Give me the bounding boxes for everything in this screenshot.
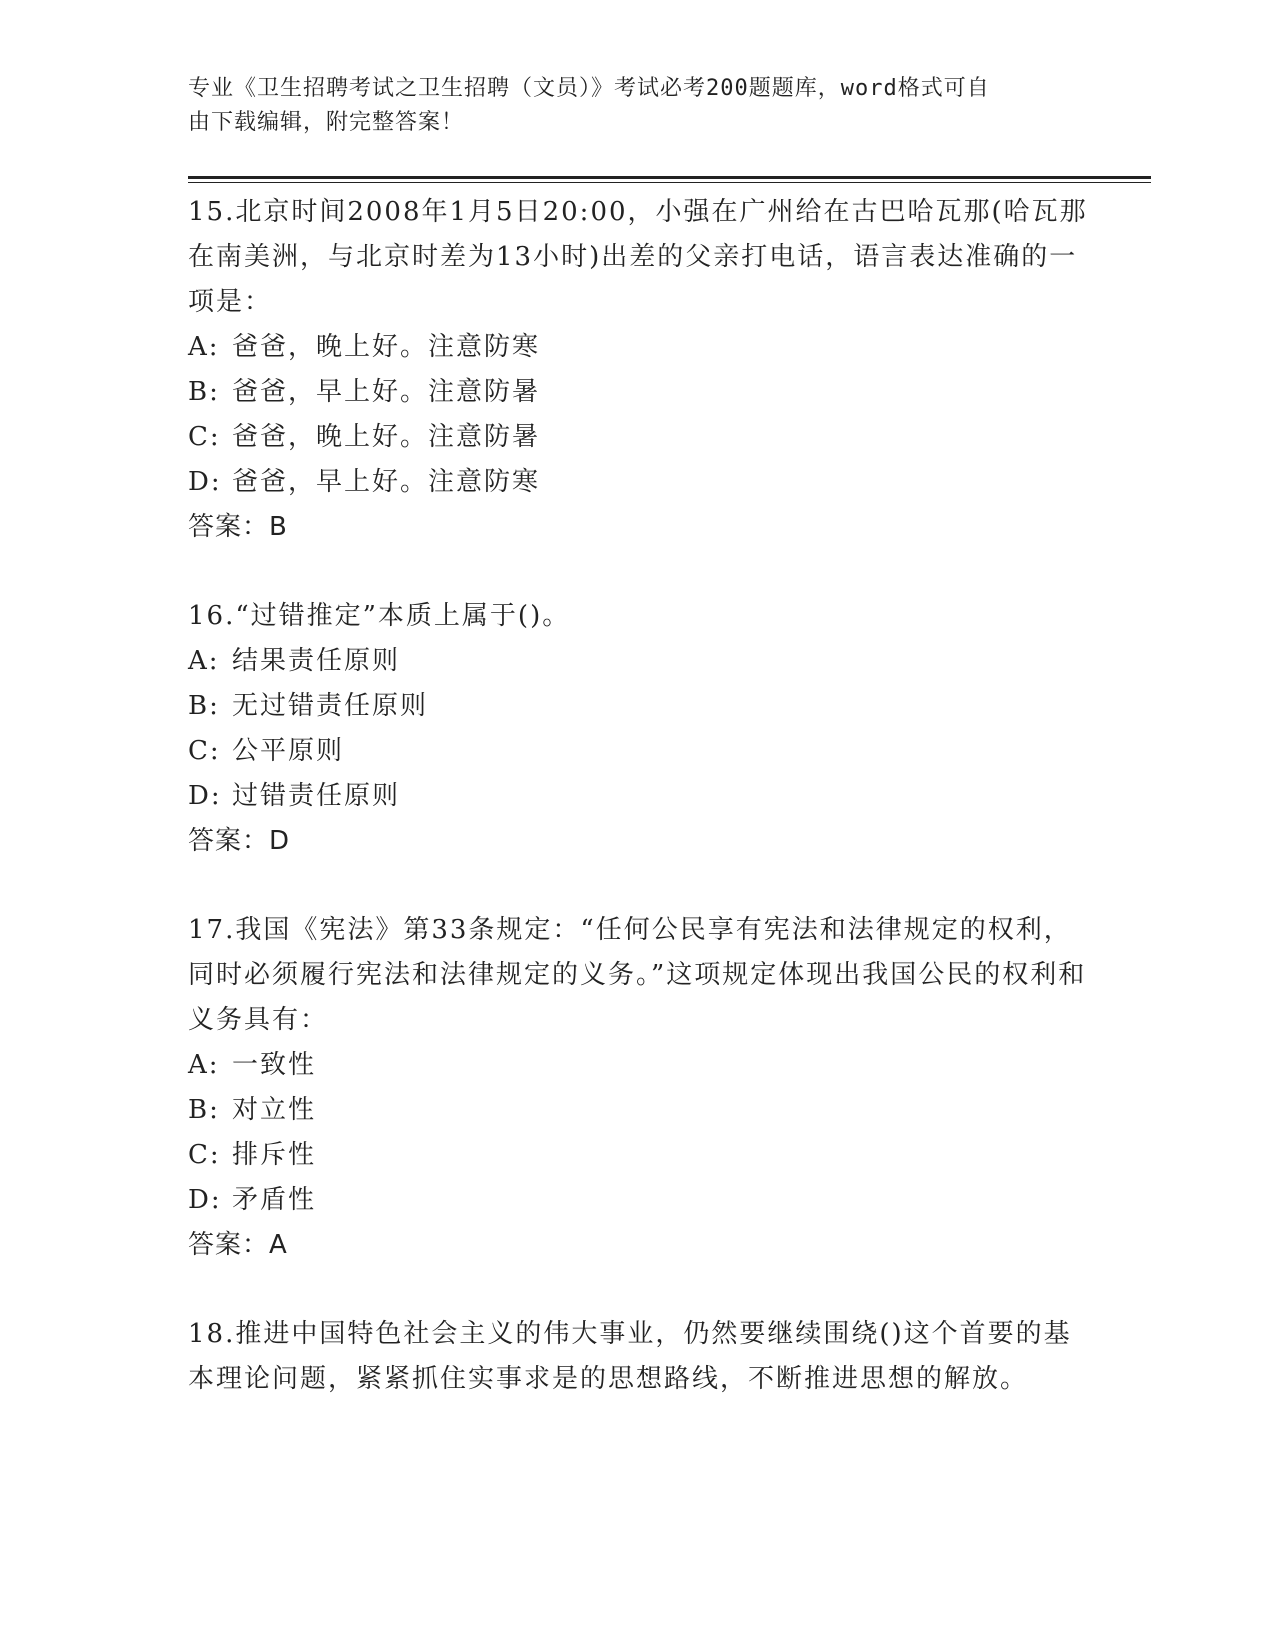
question-17 [188,908,1088,1268]
option-text: 公平原则 [232,736,345,766]
option-text: 爸爸，早上好。注意防暑 [232,377,541,407]
option-letter: C: [188,736,221,766]
option-c [188,1133,1088,1178]
option-text: 爸爸，晚上好。注意防寒 [232,332,541,362]
option-letter: B: [188,1095,220,1125]
question-text: 18.推进中国特色社会主义的伟大事业，仍然要继续围绕()这个首要的基本理论问题，紧紧抓住实事求是的思想路线，不断推进思想的解放。 [188,1319,1072,1394]
question-text: 15.北京时间2008年1月5日20:00，小强在广州给在古巴哈瓦那(哈瓦那在南美洲，与北京时差为13小时)出差的父亲打电话，语言表达准确的一项是： [188,197,1088,317]
question-16 [188,594,1088,864]
option-text: 过错责任原则 [232,781,401,811]
option-d [188,460,1088,505]
option-letter: D: [188,1185,222,1215]
option-a [188,639,1088,684]
option-text: 爸爸，晚上好。注意防暑 [232,422,541,452]
header-line-1: 专业《卫生招聘考试之卫生招聘（文员）》考试必考200题题库，word格式可自 [188,76,990,101]
option-text: 一致性 [232,1050,317,1080]
option-b [188,684,1088,729]
answer-line: 答案：A [188,1230,288,1260]
header-divider-thin [188,182,1151,183]
option-letter: A: [188,332,220,362]
question-list [188,190,1088,1446]
option-text: 矛盾性 [232,1185,317,1215]
option-a [188,1043,1088,1088]
option-letter: A: [188,646,220,676]
option-b [188,370,1088,415]
option-c [188,729,1088,774]
option-letter: B: [188,691,220,721]
question-text: 16.“过错推定”本质上属于()。 [188,601,571,631]
option-b [188,1088,1088,1133]
question-text: 17.我国《宪法》第33条规定：“任何公民享有宪法和法律规定的权利，同时必须履行宪法和法律规定的义务。”这项规定体现出我国公民的权利和义务具有： [188,915,1087,1035]
option-letter: C: [188,1140,221,1170]
option-c [188,415,1088,460]
option-letter: B: [188,377,220,407]
option-text: 爸爸，早上好。注意防寒 [232,467,541,497]
option-text: 对立性 [232,1095,317,1125]
header-divider-thick [188,176,1151,179]
option-letter: C: [188,422,221,452]
question-18 [188,1312,1088,1402]
option-letter: D: [188,467,222,497]
option-text: 排斥性 [232,1140,317,1170]
answer-line: 答案：D [188,826,291,856]
option-letter: A: [188,1050,220,1080]
option-letter: D: [188,781,222,811]
answer-line: 答案：B [188,512,288,542]
document-header [188,72,1068,140]
header-line-2: 由下载编辑，附完整答案！ [188,110,465,135]
option-a [188,325,1088,370]
option-d [188,1178,1088,1223]
option-d [188,774,1088,819]
option-text: 无过错责任原则 [232,691,429,721]
question-15 [188,190,1088,550]
option-text: 结果责任原则 [232,646,401,676]
